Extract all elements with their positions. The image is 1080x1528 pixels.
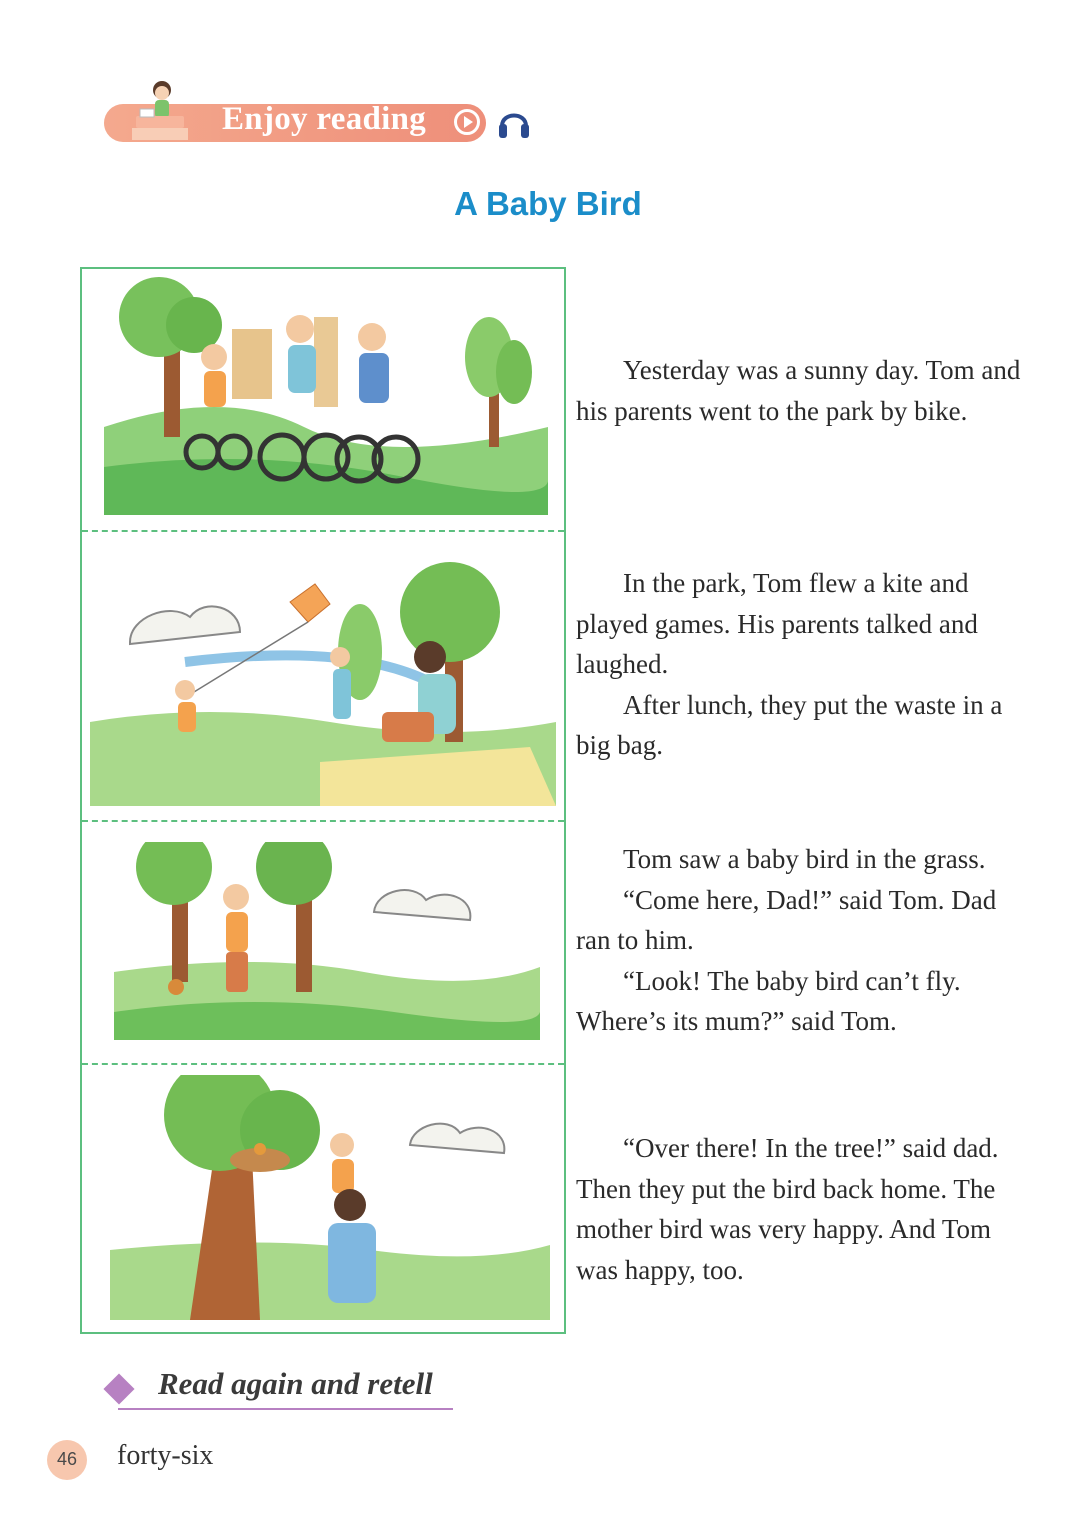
headphones-icon[interactable]	[498, 106, 530, 140]
story-line: Tom saw a baby bird in the grass.	[623, 844, 986, 874]
illustration-kite-picnic	[90, 562, 556, 806]
story-paragraph	[576, 1128, 1032, 1290]
banner-label: Enjoy reading	[222, 101, 427, 137]
story-line: Yesterday was a sunny day. Tom and his parents went to the park by bike.	[576, 355, 1021, 426]
story-line: After lunch, they put the waste in a big bag.	[576, 689, 1003, 760]
diamond-bullet-icon	[103, 1373, 134, 1404]
play-icon[interactable]	[454, 109, 480, 135]
heading-underline	[118, 1408, 453, 1410]
story-paragraph	[576, 839, 1032, 1042]
section-heading: Read again and retell	[158, 1366, 433, 1401]
page-number: 46	[56, 1449, 78, 1469]
story-title: A Baby Bird	[454, 185, 642, 222]
story-line: In the park, Tom flew a kite and played games. His parents talked and laughed.	[576, 568, 978, 679]
story-line: “Over there! In the tree!” said dad. Then they put the bird back home. The mother bird was very happy. And Tom was happy, too.	[576, 1133, 999, 1285]
panel-divider	[82, 530, 564, 532]
reading-kid-icon	[118, 78, 188, 148]
story-line: “Look! The baby bird can’t fly. Where’s its mum?” said Tom.	[576, 965, 961, 1036]
story-line: “Come here, Dad!” said Tom. Dad ran to him.	[576, 884, 997, 955]
illustration-family-biking	[104, 277, 548, 515]
illustration-bird-back-nest	[110, 1075, 550, 1320]
story-paragraph	[576, 350, 1032, 431]
panel-divider	[82, 820, 564, 822]
page-number-words: forty-six	[117, 1440, 214, 1471]
story-paragraph	[576, 563, 1032, 766]
panel-divider	[82, 1063, 564, 1065]
illustration-baby-bird-grass	[114, 842, 540, 1040]
